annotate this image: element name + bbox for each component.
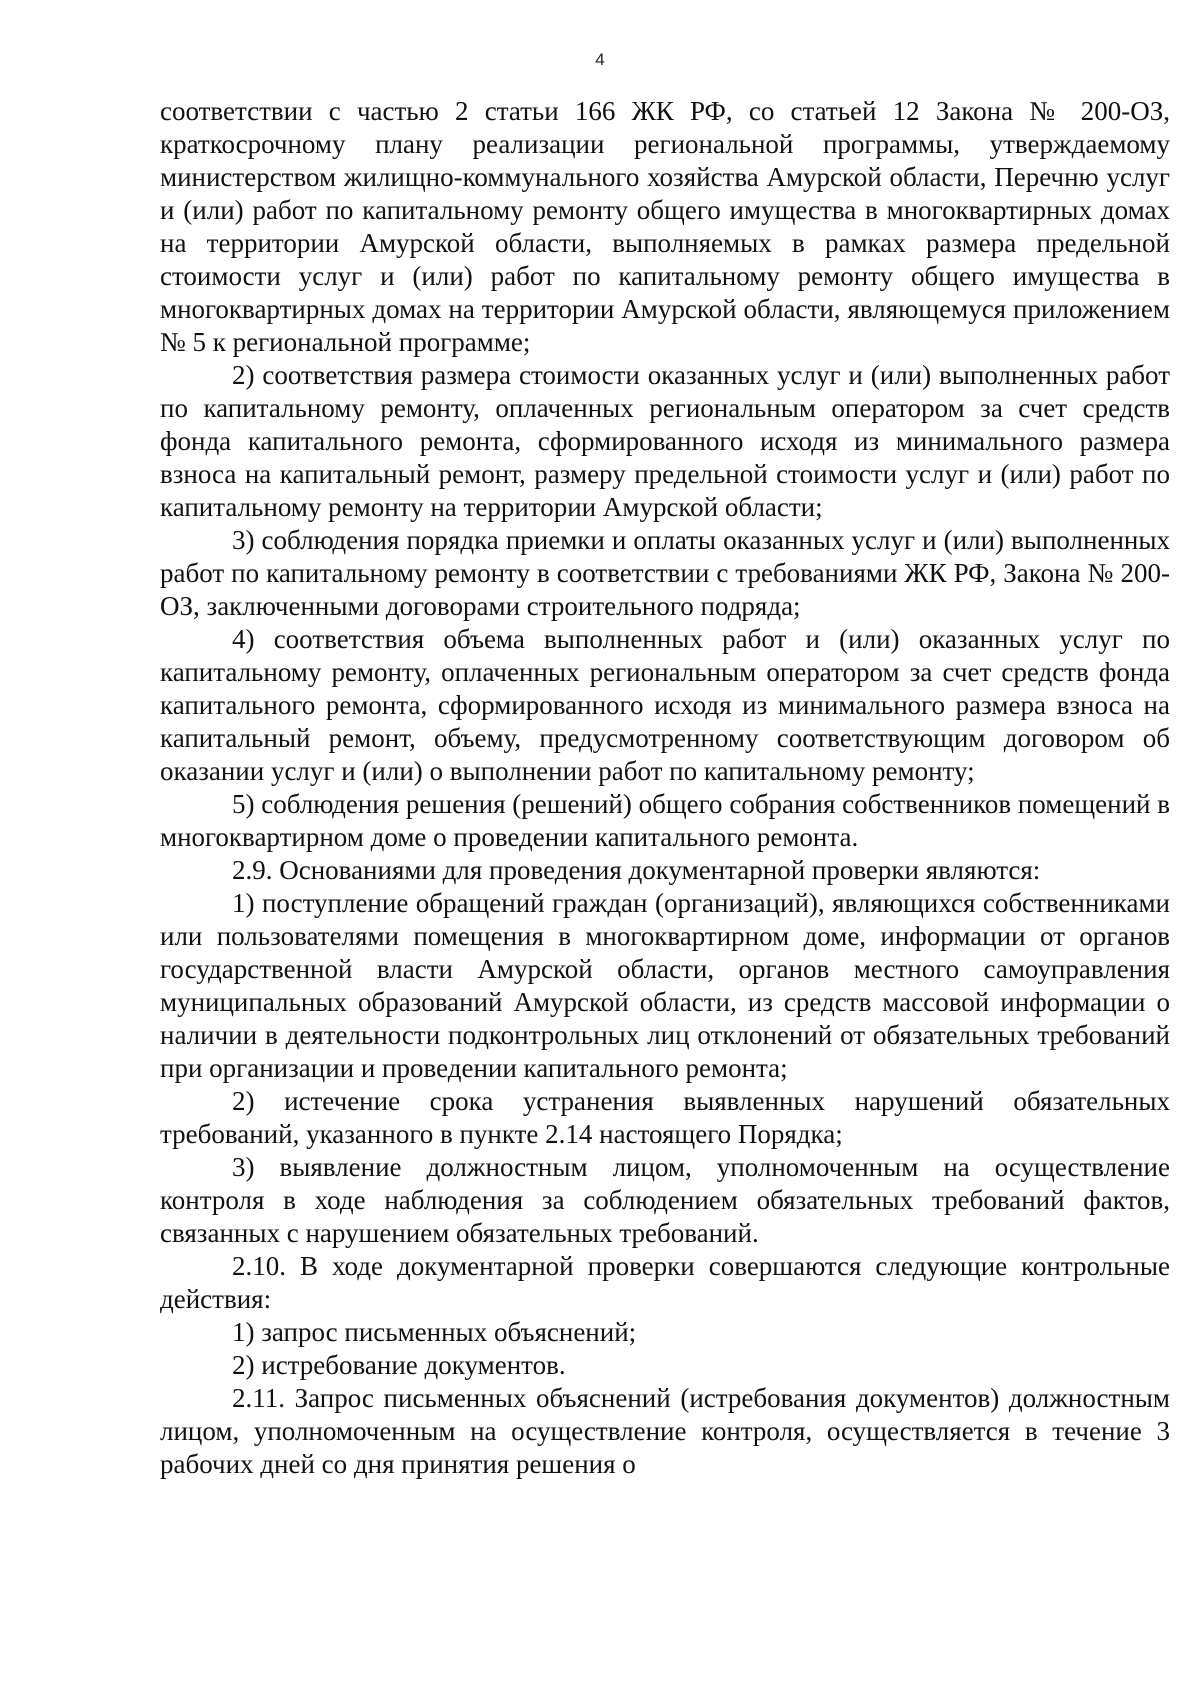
paragraph-continuation: соответствии с частью 2 статьи 166 ЖК РФ, со статьей 12 Закона № 200-ОЗ, краткосрочному плану реализации региональной программы, утверждаемому министерством жилищно-коммунального хозяйства Амурской области, Перечню услуг и (или) работ по капитальному ремонту общего имущества в многоквартирных домах на территории Амурской области, выполняемых в рамках размера предельной стоимости услуг и (или) работ по капитальному ремонту общего имущества в многоквартирных домах на территории Амурской области, являющемуся приложением № 5 к региональной программе; xyxy=(160,96,1170,357)
document-body xyxy=(160,95,1170,1481)
paragraph-item-5: 5) соблюдения решения (решений) общего собрания собственников помещений в многоквартирном доме о проведении капитального ремонта. xyxy=(160,789,1170,852)
paragraph-section-2-10: 2.10. В ходе документарной проверки совершаются следующие контрольные действия: xyxy=(160,1251,1170,1314)
paragraph-basis-3: 3) выявление должностным лицом, уполномоченным на осуществление контроля в ходе наблюдения за соблюдением обязательных требований фактов, связанных с нарушением обязательных требований. xyxy=(160,1152,1170,1248)
paragraph-basis-1: 1) поступление обращений граждан (организаций), являющихся собственниками или пользователями помещения в многоквартирном доме, информации от органов государственной власти Амурской области, органов местного самоуправления муниципальных образований Амурской области, из средств массовой информации о наличии в деятельности подконтрольных лиц отклонений от обязательных требований при организации и проведении капитального ремонта; xyxy=(160,888,1170,1083)
paragraph-item-2: 2) соответствия размера стоимости оказанных услуг и (или) выполненных работ по капитальному ремонту, оплаченных региональным оператором за счет средств фонда капитального ремонта, сформированного исходя из минимального размера взноса на капитальный ремонт, размеру предельной стоимости услуг и (или) работ по капитальному ремонту на территории Амурской области; xyxy=(160,360,1170,522)
paragraph-item-4: 4) соответствия объема выполненных работ и (или) оказанных услуг по капитальному ремонту, оплаченных региональным оператором за счет средств фонда капитального ремонта, сформированного исходя из минимального размера взноса на капитальный ремонт, объему, предусмотренному соответствующим договором об оказании услуг и (или) о выполнении работ по капитальному ремонту; xyxy=(160,624,1170,786)
paragraph-section-2-11: 2.11. Запрос письменных объяснений (истребования документов) должностным лицом, уполномоченным на осуществление контроля, осуществляется в течение 3 рабочих дней со дня принятия решения о xyxy=(160,1383,1170,1479)
page-number: 4 xyxy=(595,50,605,69)
paragraph-item-3: 3) соблюдения порядка приемки и оплаты оказанных услуг и (или) выполненных работ по капитальному ремонту в соответствии с требованиями ЖК РФ, Закона № 200-ОЗ, заключенными договорами строительного подряда; xyxy=(160,525,1170,621)
paragraph-action-2: 2) истребование документов. xyxy=(232,1350,566,1380)
paragraph-section-2-9: 2.9. Основаниями для проведения документарной проверки являются: xyxy=(232,855,1041,885)
paragraph-basis-2: 2) истечение срока устранения выявленных нарушений обязательных требований, указанного в пункте 2.14 настоящего Порядка; xyxy=(160,1086,1170,1149)
paragraph-action-1: 1) запрос письменных объяснений; xyxy=(232,1317,637,1347)
